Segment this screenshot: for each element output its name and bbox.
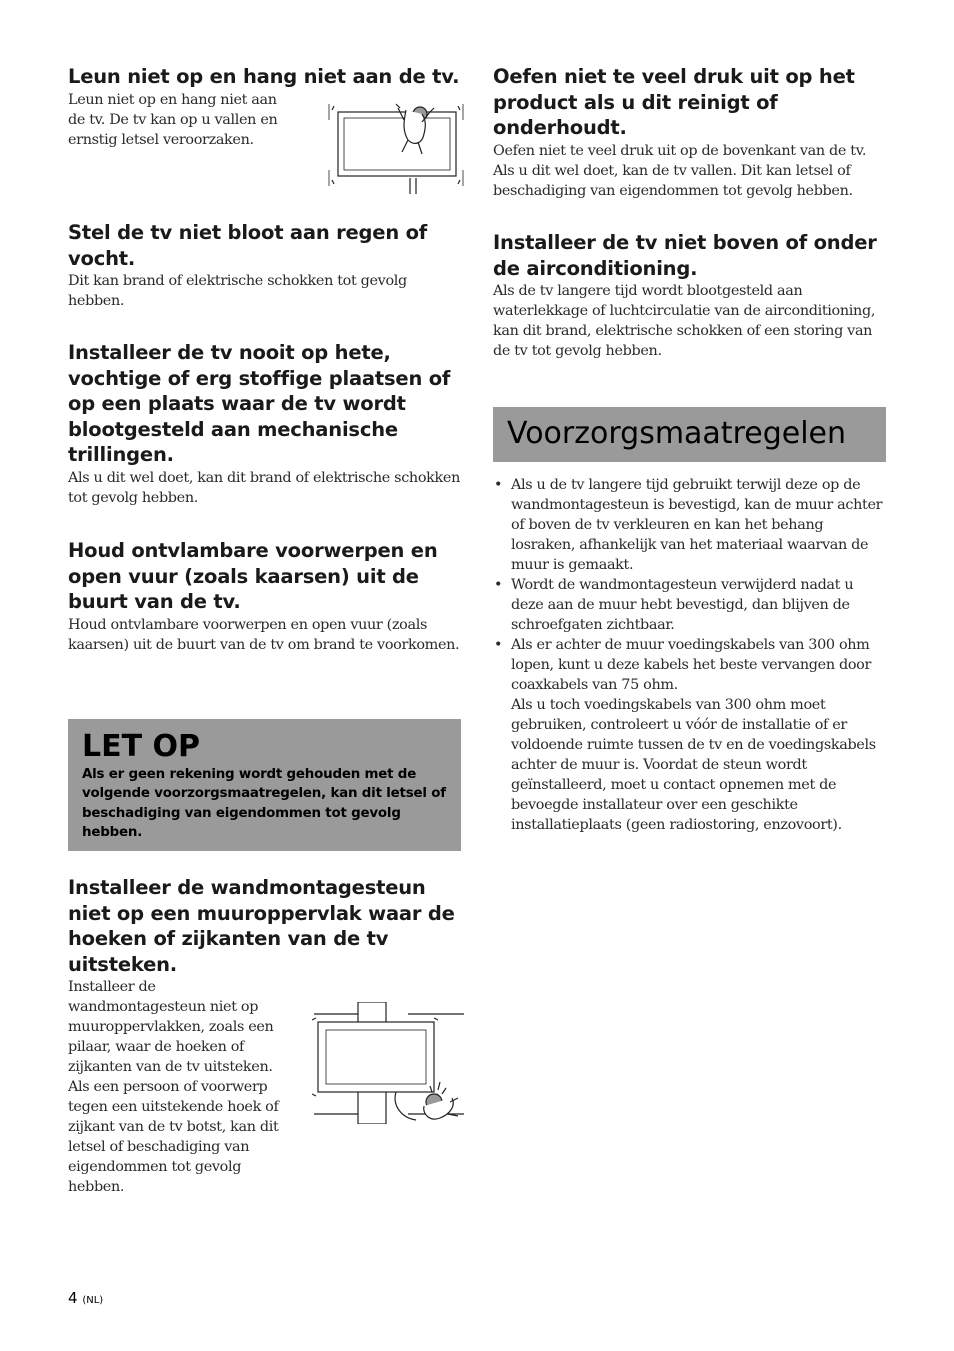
section-text: Installeer de wandmontagesteun niet op muuroppervlakken, zoals een pilaar, waar de hoeken of zijkanten van de tv uitsteken. Als een persoon of voorwerp tegen een uitstekende hoek of zijkant van de tv botst, kan dit letsel of beschadiging van eigendommen tot gevolg hebben.	[68, 979, 279, 1195]
precautions-list	[493, 475, 887, 835]
list-item	[493, 635, 887, 835]
list-item: • Als u de tv langere tijd gebruikt terwijl deze op de wandmontagesteun is bevestigd, kan de muur achter of boven de tv verkleuren en kan het behang losraken, afhankelijk van het materiaal waarvan de muur is gemaakt.	[493, 475, 887, 575]
section-heading: Leun niet op en hang niet aan de tv.	[68, 65, 460, 88]
list-item-text: Als er achter de muur voedingskabels van 300 ohm lopen, kunt u deze kabels het beste vervangen door coaxkabels van 75 ohm.	[511, 637, 871, 693]
section-text: Als u dit wel doet, kan dit brand of elektrische schokken tot gevolg hebben.	[68, 469, 460, 506]
section-text: Houd ontvlambare voorwerpen en open vuur (zoals kaarsen) uit de buurt van de tv om brand te voorkomen.	[68, 616, 460, 653]
precautions-title-box	[493, 407, 886, 462]
section-heading: Stel de tv niet bloot aan regen of vocht.	[68, 221, 428, 270]
page-language: (NL)	[82, 1295, 104, 1306]
section-heading: Houd ontvlambare voorwerpen en open vuur (zoals kaarsen) uit de buurt van de tv.	[68, 539, 438, 613]
section-text: Leun niet op en hang niet aan de tv. De tv kan op u vallen en ernstig letsel veroorzaken.	[68, 91, 278, 148]
list-item-extra: Als u toch voedingskabels van 300 ohm moet gebruiken, controleert u vóór de installatie of er voldoende ruimte tussen de tv en de voedingskabels achter de muur is. Voordat de steun wordt geïnstalleerd, moet u contact opnemen met de bevoegde installateur over een geschikte installatieplaats (geen radiostoring, enzovoort).	[511, 697, 876, 833]
caution-text: Als er geen rekening wordt gehouden met de volgende voorzorgsmaatregelen, kan dit letsel of beschadiging van eigendommen tot gevolg hebben.	[82, 767, 446, 840]
page-number-value: 4	[68, 1289, 78, 1307]
section-heading: Installeer de wandmontagesteun niet op een muuroppervlak waar de hoeken of zijkanten van de tv uitsteken.	[68, 876, 455, 976]
section-text: Als de tv langere tijd wordt blootgesteld aan waterlekkage of luchtcirculatie van de airconditioning, kan dit brand, elektrische schokken of een storing van de tv tot gevolg hebben.	[493, 283, 876, 359]
section-heading: Oefen niet te veel druk uit op het product als u dit reinigt of onderhoudt.	[493, 65, 855, 139]
section-flammable	[68, 538, 462, 655]
caution-box	[68, 719, 461, 851]
precautions-title: Voorzorgsmaatregelen	[507, 416, 847, 451]
section-text: Dit kan brand of elektrische schokken tot gevolg hebben.	[68, 273, 407, 309]
list-item: • Wordt de wandmontagesteun verwijderd nadat u deze aan de muur hebt bevestigd, dan blijven de schroefgaten zichtbaar.	[493, 575, 887, 635]
section-rain	[68, 220, 462, 311]
section-location	[68, 340, 462, 508]
section-heading: Installeer de tv nooit op hete, vochtige of erg stoffige plaatsen of op een plaats waar de tv wordt blootgesteld aan mechanische trillingen.	[68, 341, 451, 466]
section-pressure	[493, 64, 887, 201]
section-heading: Installeer de tv niet boven of onder de airconditioning.	[493, 231, 877, 280]
caution-title: LET OP	[82, 729, 201, 764]
page-number	[68, 1289, 103, 1307]
section-text: Oefen niet te veel druk uit op de bovenkant van de tv. Als u dit wel doet, kan de tv vallen. Dit kan letsel of beschadiging van eigendommen tot gevolg hebben.	[493, 142, 867, 199]
section-aircon	[493, 230, 887, 361]
tv-corner-collision-illustration	[306, 1002, 466, 1124]
tv-leaning-illustration	[326, 100, 466, 194]
